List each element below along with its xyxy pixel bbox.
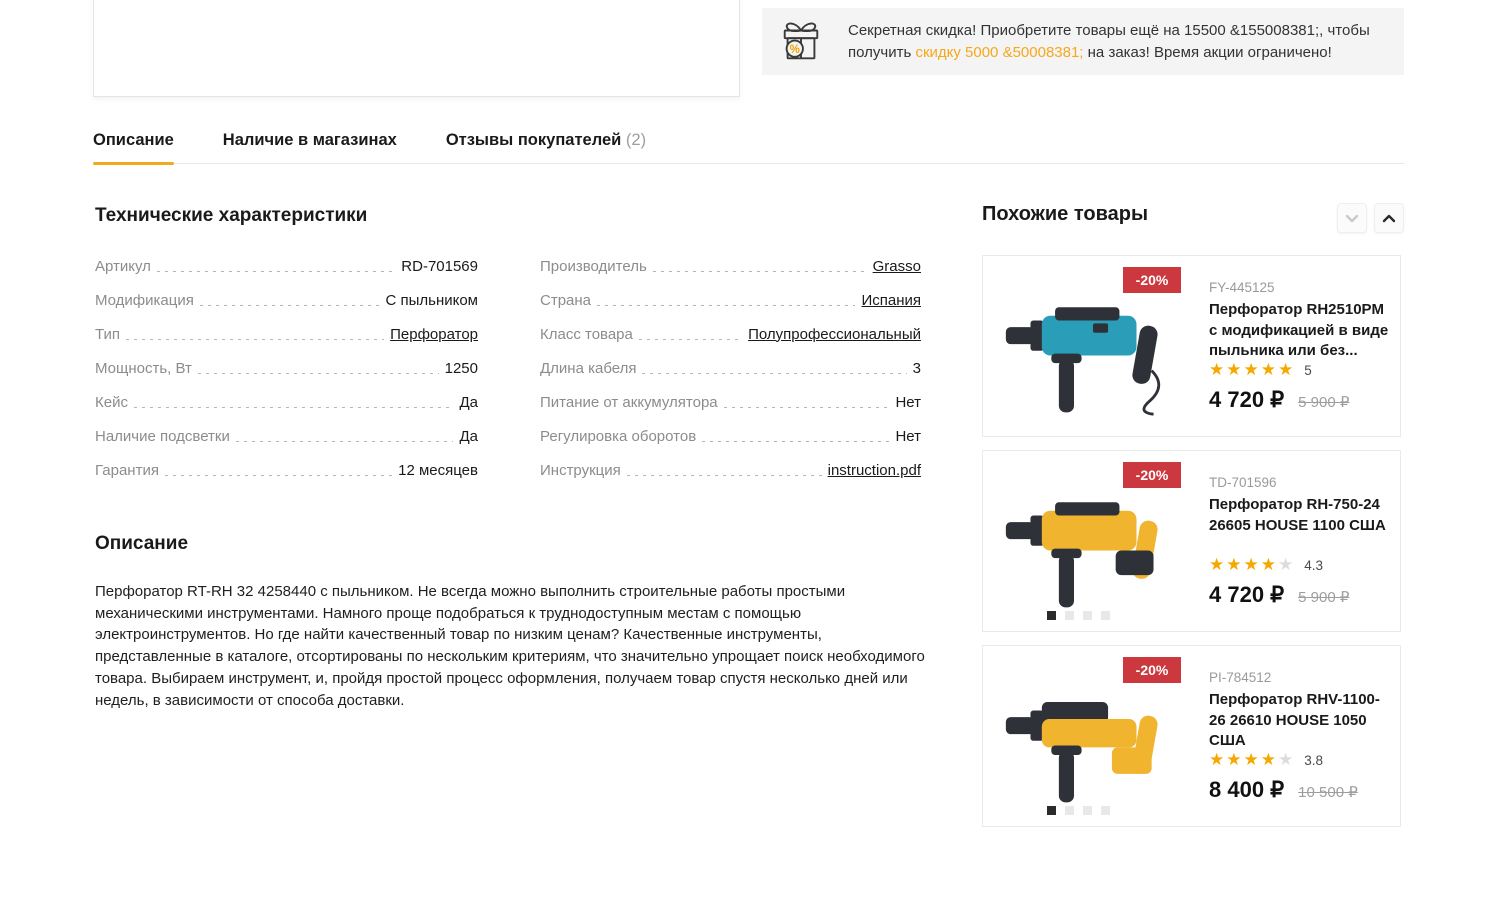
svg-text:%: % bbox=[789, 43, 800, 56]
image-pagination-dots bbox=[1047, 806, 1110, 815]
dotted-leader bbox=[639, 339, 742, 340]
dotted-leader bbox=[653, 271, 867, 272]
description-text: Перфоратор RT-RH 32 4258440 с пыльником. Не всегда можно выполнить строительные работы простыми механическими инструментами. Намного проще подобраться к труднодоступным местам с помощью электроинструментов. Но где найти качественный товар по низким ценам? Качественные инструменты, представленные в каталоге, отсортированы по нескольким критериям, что значительно упрощает поиск необходимого товара. Выбираем инструмент, и, пройдя простой процесс оформления, получаем товар спустя несколько дней или недель, в зависимости от способа доставки. bbox=[95, 583, 925, 709]
dotted-leader bbox=[702, 441, 889, 442]
spec-label: Страна bbox=[540, 291, 592, 309]
discount-badge: -20% bbox=[1123, 462, 1181, 488]
specs-right-column bbox=[540, 249, 921, 487]
pagination-dot[interactable] bbox=[1083, 806, 1092, 815]
product-image-drill bbox=[997, 666, 1187, 808]
spec-value: Да bbox=[459, 427, 478, 445]
product-price: 4 720 ₽ bbox=[1209, 387, 1285, 412]
rating-value: 5 bbox=[1304, 362, 1312, 378]
product-card[interactable] bbox=[982, 450, 1401, 632]
pagination-dot[interactable] bbox=[1047, 806, 1056, 815]
pagination-dot[interactable] bbox=[1083, 611, 1092, 620]
spec-value-brand-link[interactable]: Grasso bbox=[872, 257, 921, 275]
pagination-dot[interactable] bbox=[1047, 611, 1056, 620]
spec-label: Артикул bbox=[95, 257, 151, 275]
tab-reviews-count: (2) bbox=[625, 131, 647, 149]
spec-value-class-link[interactable]: Полупрофессиональный bbox=[748, 325, 921, 343]
product-price-row bbox=[1209, 777, 1358, 803]
chevron-up-icon bbox=[1382, 214, 1396, 223]
dotted-leader bbox=[157, 271, 395, 272]
spec-value: 12 месяцев bbox=[398, 461, 478, 479]
spec-row bbox=[95, 453, 478, 487]
dotted-leader bbox=[198, 373, 439, 374]
spec-row bbox=[540, 419, 921, 453]
dotted-leader bbox=[724, 407, 890, 408]
chevron-down-icon bbox=[1345, 214, 1359, 223]
spec-label: Длина кабеля bbox=[540, 359, 637, 377]
spec-value: 1250 bbox=[444, 359, 478, 377]
product-rating bbox=[1209, 555, 1323, 575]
stars-filled-icon: ★★★★ bbox=[1209, 555, 1278, 574]
product-price: 4 720 ₽ bbox=[1209, 582, 1285, 607]
spec-label: Класс товара bbox=[540, 325, 633, 343]
product-info bbox=[1209, 475, 1395, 536]
promo-banner bbox=[762, 8, 1404, 75]
spec-value-country-link[interactable]: Испания bbox=[861, 291, 921, 309]
spec-row bbox=[540, 453, 921, 487]
tab-description[interactable]: Описание bbox=[93, 131, 174, 163]
spec-label: Питание от аккумулятора bbox=[540, 393, 718, 411]
spec-row bbox=[95, 283, 478, 317]
specs-title: Технические характеристики bbox=[95, 205, 368, 226]
spec-row bbox=[540, 351, 921, 385]
pagination-dot[interactable] bbox=[1065, 611, 1074, 620]
dotted-leader bbox=[200, 305, 380, 306]
product-price: 8 400 ₽ bbox=[1209, 777, 1285, 802]
spec-row bbox=[95, 385, 478, 419]
pagination-dot[interactable] bbox=[1101, 806, 1110, 815]
product-sku: PI-784512 bbox=[1209, 670, 1272, 685]
review-form-box bbox=[93, 0, 740, 97]
pagination-dot[interactable] bbox=[1101, 611, 1110, 620]
product-old-price: 5 900 ₽ bbox=[1298, 589, 1350, 606]
product-info bbox=[1209, 670, 1395, 752]
specs-left-column bbox=[95, 249, 478, 487]
dotted-leader bbox=[165, 475, 392, 476]
dotted-leader bbox=[236, 441, 454, 442]
dotted-leader bbox=[126, 339, 384, 340]
specs-section bbox=[95, 205, 923, 487]
gift-percent-icon bbox=[778, 19, 824, 65]
product-old-price: 10 500 ₽ bbox=[1298, 784, 1358, 801]
carousel-nav bbox=[1337, 203, 1404, 233]
specs-grid bbox=[95, 249, 923, 487]
spec-row bbox=[95, 249, 478, 283]
spec-value: С пыльником bbox=[385, 291, 478, 309]
pagination-dot[interactable] bbox=[1065, 806, 1074, 815]
product-card[interactable] bbox=[982, 255, 1401, 437]
promo-text-part1: Секретная скидка! Приобретите товары ещё на 15500 &155008381;, чтобы получить bbox=[848, 21, 1370, 61]
product-tabs bbox=[93, 131, 1404, 164]
spec-label: Тип bbox=[95, 325, 121, 343]
carousel-prev-button[interactable] bbox=[1337, 203, 1367, 233]
spec-label: Регулировка оборотов bbox=[540, 427, 697, 445]
promo-text bbox=[848, 20, 1392, 64]
similar-title: Похожие товары bbox=[982, 203, 1149, 225]
spec-row bbox=[540, 317, 921, 351]
stars-empty-icon: ★ bbox=[1277, 750, 1296, 769]
tab-reviews-label: Отзывы покупателей bbox=[445, 131, 622, 149]
spec-row bbox=[540, 385, 921, 419]
spec-value: 3 bbox=[912, 359, 921, 377]
product-title[interactable]: Перфоратор RHV-1100-26 26610 HOUSE 1050 США bbox=[1209, 691, 1380, 749]
spec-value: Да bbox=[459, 393, 478, 411]
product-title[interactable]: Перфоратор RH-750-24 26605 HOUSE 1100 США bbox=[1209, 496, 1386, 534]
spec-value: Нет bbox=[895, 427, 921, 445]
product-price-row bbox=[1209, 582, 1349, 608]
spec-row bbox=[95, 317, 478, 351]
product-image-drill bbox=[997, 471, 1187, 613]
product-rating bbox=[1209, 750, 1323, 770]
similar-header bbox=[982, 203, 1404, 233]
dotted-leader bbox=[627, 475, 822, 476]
product-image-drill bbox=[997, 276, 1187, 418]
spec-value-type-link[interactable]: Перфоратор bbox=[390, 325, 478, 343]
product-info bbox=[1209, 280, 1395, 362]
spec-row bbox=[540, 249, 921, 283]
product-sku: FY-445125 bbox=[1209, 280, 1275, 295]
spec-value-instruction-link[interactable]: instruction.pdf bbox=[827, 461, 921, 479]
spec-row bbox=[95, 351, 478, 385]
rating-value: 3.8 bbox=[1304, 752, 1323, 768]
promo-text-part2: на заказ! Время акции ограничено! bbox=[1083, 43, 1332, 61]
similar-products-section bbox=[982, 203, 1404, 840]
spec-label: Гарантия bbox=[95, 461, 159, 479]
spec-row bbox=[540, 283, 921, 317]
carousel-next-button[interactable] bbox=[1374, 203, 1404, 233]
stars-empty-icon: ★ bbox=[1277, 555, 1296, 574]
stars-filled-icon: ★★★★★ bbox=[1209, 360, 1296, 379]
product-title[interactable]: Перфоратор RH2510PM с модификацией в виде пыльника или без... bbox=[1209, 301, 1389, 359]
spec-label: Наличие подсветки bbox=[95, 427, 230, 445]
tab-availability[interactable]: Наличие в магазинах bbox=[222, 131, 397, 149]
description-title: Описание bbox=[95, 533, 189, 554]
discount-badge: -20% bbox=[1123, 657, 1181, 683]
product-sku: TD-701596 bbox=[1209, 475, 1277, 490]
dotted-leader bbox=[597, 305, 855, 306]
spec-label: Мощность, Вт bbox=[95, 359, 192, 377]
spec-value: Нет bbox=[895, 393, 921, 411]
dotted-leader bbox=[642, 373, 906, 374]
description-section bbox=[95, 533, 927, 711]
stars-filled-icon: ★★★★ bbox=[1209, 750, 1278, 769]
spec-label: Инструкция bbox=[540, 461, 621, 479]
discount-badge: -20% bbox=[1123, 267, 1181, 293]
spec-label: Модификация bbox=[95, 291, 194, 309]
spec-row bbox=[95, 419, 478, 453]
product-old-price: 5 900 ₽ bbox=[1298, 394, 1350, 411]
product-card[interactable] bbox=[982, 645, 1401, 827]
rating-value: 4.3 bbox=[1304, 557, 1323, 573]
spec-label: Производитель bbox=[540, 257, 647, 275]
image-pagination-dots bbox=[1047, 611, 1110, 620]
product-price-row bbox=[1209, 387, 1349, 413]
product-rating bbox=[1209, 360, 1312, 380]
spec-label: Кейс bbox=[95, 393, 128, 411]
similar-products-list bbox=[982, 255, 1404, 827]
spec-value: RD-701569 bbox=[401, 257, 478, 275]
promo-highlight: скидку 5000 &50008381; bbox=[915, 43, 1084, 61]
dotted-leader bbox=[134, 407, 454, 408]
tab-reviews[interactable] bbox=[446, 131, 646, 163]
